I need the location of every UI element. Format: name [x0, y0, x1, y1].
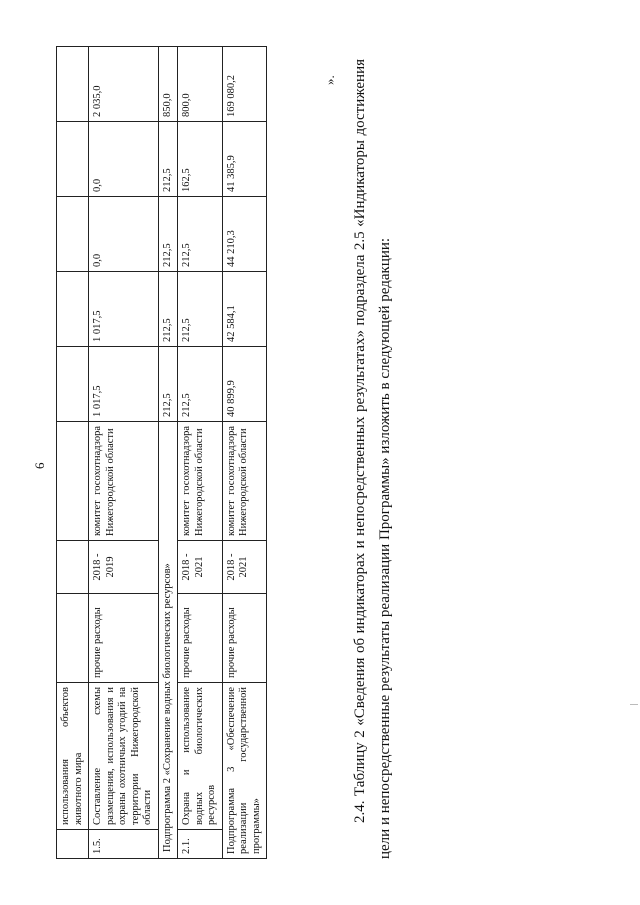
- cell-executor: комитет госохотнадзора Нижегородской области: [89, 422, 159, 541]
- closing-quote: ».: [322, 75, 337, 85]
- cell-v4: 162,5: [178, 122, 223, 197]
- cell-expense: прочие расходы: [89, 594, 159, 683]
- cell-expense: прочие расходы: [178, 594, 223, 683]
- cell-period: 2018 - 2021: [178, 541, 223, 594]
- table-row: [57, 47, 89, 859]
- cell-v4: [57, 122, 89, 197]
- cell-v1: [57, 347, 89, 422]
- budget-table: [56, 46, 267, 859]
- cell-v5: 2 035,0: [89, 47, 159, 122]
- cell-num: 2.1.: [178, 830, 223, 859]
- cell-v4: 41 385,9: [222, 122, 267, 197]
- cell-num: 1.5.: [89, 830, 159, 859]
- cell-v2: 1 017,5: [89, 272, 159, 347]
- amendment-paragraph: 2.4. Таблицу 2 «Сведения об индикаторах и непосредственных результатах» подраздела 2.5 «Индикаторы достижения цели и непосредственные результаты реализации Программы» изложить в следующей редакции:: [352, 59, 393, 859]
- cell-expense: [57, 594, 89, 683]
- cell-v4: 0,0: [89, 122, 159, 197]
- table-row: [178, 47, 223, 859]
- cell-executor: комитет госохотнадзора Нижегородской области: [178, 422, 223, 541]
- cell-v1: 1 017,5: [89, 347, 159, 422]
- cell-v4: 212,5: [158, 122, 178, 197]
- cell-executor: [57, 422, 89, 541]
- cell-v1: 40 899,9: [222, 347, 267, 422]
- cell-v3: 0,0: [89, 197, 159, 272]
- cell-v1: 212,5: [158, 347, 178, 422]
- cell-v2: 42 584,1: [222, 272, 267, 347]
- cell-num: [57, 830, 89, 859]
- cell-v5: 800,0: [178, 47, 223, 122]
- cell-v5: 850,0: [158, 47, 178, 122]
- cell-v2: 212,5: [178, 272, 223, 347]
- cell-v2: 212,5: [158, 272, 178, 347]
- cell-name: Составление схемы размещения, использования и охраны охотничьих угодий на территории Нижегородской области: [89, 683, 159, 830]
- cell-period: [57, 541, 89, 594]
- cell-period: 2018 - 2021: [222, 541, 267, 594]
- page-number: 6: [32, 462, 47, 469]
- cell-v3: 44 210,3: [222, 197, 267, 272]
- cell-v1: 212,5: [178, 347, 223, 422]
- scan-mark: [630, 704, 638, 705]
- cell-name: Охрана и использование водных биологических ресурсов: [178, 683, 223, 830]
- cell-v3: 212,5: [158, 197, 178, 272]
- table-row: [222, 47, 267, 859]
- cell-name: Подпрограмма 3 «Обеспечение реализации государственной программы»: [222, 683, 267, 859]
- subprogram-title: Подпрограмма 2 «Сохранение водных биологических ресурсов»: [158, 422, 178, 859]
- cell-name: использования объектов животного мира: [57, 683, 89, 830]
- cell-period: 2018 - 2019: [89, 541, 159, 594]
- table-row: [89, 47, 159, 859]
- cell-expense: прочие расходы: [222, 594, 267, 683]
- cell-v3: 212,5: [178, 197, 223, 272]
- table-row: [158, 47, 178, 859]
- cell-executor: комитет госохотнадзора Нижегородской области: [222, 422, 267, 541]
- cell-v5: 169 080,2: [222, 47, 267, 122]
- cell-v2: [57, 272, 89, 347]
- cell-v3: [57, 197, 89, 272]
- cell-v5: [57, 47, 89, 122]
